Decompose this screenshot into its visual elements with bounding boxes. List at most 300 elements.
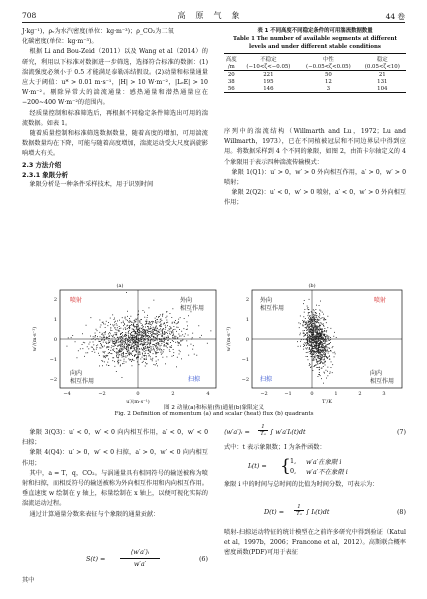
scatter-dot: [153, 346, 154, 347]
scatter-dot: [319, 310, 320, 311]
scatter-dot: [136, 328, 137, 329]
scatter-dot: [106, 347, 107, 348]
scatter-dot: [95, 337, 96, 338]
scatter-dot: [129, 345, 130, 346]
scatter-dot: [315, 322, 316, 323]
scatter-dot: [159, 345, 160, 346]
scatter-dot: [103, 335, 104, 336]
scatter-dot: [142, 343, 143, 344]
scatter-dot: [157, 340, 158, 341]
scatter-dot: [153, 344, 154, 345]
scatter-dot: [129, 338, 130, 339]
scatter-dot: [140, 344, 141, 345]
scatter-dot: [163, 328, 164, 329]
scatter-dot: [164, 337, 165, 338]
scatter-dot: [309, 365, 310, 366]
scatter-dot: [151, 324, 152, 325]
scatter-dot: [324, 328, 325, 329]
scatter-dot: [171, 331, 172, 332]
scatter-dot: [162, 357, 163, 358]
eq6-lhs: S(t) =: [86, 555, 106, 563]
scatter-dot: [307, 324, 308, 325]
scatter-dot: [135, 322, 136, 323]
scatter-dot: [129, 359, 130, 360]
scatter-dot: [127, 344, 128, 345]
scatter-dot: [147, 315, 148, 316]
table-block: [224, 27, 406, 93]
scatter-dot: [148, 329, 149, 330]
volume-label: 44 卷: [385, 12, 405, 21]
scatter-dot: [112, 324, 113, 325]
scatter-dot: [318, 341, 319, 342]
table-cell: 38: [227, 78, 235, 85]
scatter-dot: [319, 363, 320, 364]
scatter-dot: [323, 345, 324, 346]
scatter-dot: [106, 356, 107, 357]
scatter-dot: [321, 358, 322, 359]
paragraph: 象限分析是一种条件采样技术，用于识别时间: [29, 181, 154, 189]
scatter-dot: [77, 357, 78, 358]
scatter-dot: [313, 335, 314, 336]
scatter-dot: [164, 346, 165, 347]
scatter-dot: [123, 340, 124, 341]
scatter-dot: [316, 336, 317, 337]
scatter-dot: [129, 344, 130, 345]
tick-label: −4: [63, 391, 71, 397]
scatter-dot: [309, 312, 310, 313]
scatter-dot: [307, 309, 308, 310]
scatter-dot: [326, 322, 327, 323]
scatter-dot: [307, 356, 308, 357]
scatter-dot: [168, 340, 169, 341]
scatter-dot: [148, 335, 149, 336]
scatter-dot: [316, 364, 317, 365]
scatter-dot: [112, 336, 113, 337]
paragraph: 根据 Li and Bou-Zeid（2011）以及 Wang et al（2014）的研究，利用以下标准对数据进一步筛选，选择符合标准的数据：(1)湍流强度必须小于 0.5 才能满足泰勒冻结假设。(2)动量和标量通量应大于阈值：u* > 0.01 m·s⁻¹，|H| > 10 W·m⁻²，|LₑE| > 10 W·m⁻²。剔除异常大的湍流通量：感热通量和潜热通量应在−200~400 W·m⁻²的范围内。: [22, 48, 208, 107]
scatter-dot: [304, 300, 305, 301]
scatter-dot: [322, 355, 323, 356]
scatter-dot: [131, 340, 132, 341]
scatter-dot: [314, 315, 315, 316]
scatter-dot: [134, 356, 135, 357]
scatter-dot: [313, 358, 314, 359]
scatter-dot: [134, 347, 135, 348]
eq7-number: (7): [396, 428, 406, 436]
scatter-dot: [124, 324, 125, 325]
figure-2: [22, 281, 406, 411]
table-subheader: (0.05<ζ<10): [364, 63, 400, 70]
scatter-dot: [300, 346, 301, 347]
scatter-dot: [100, 341, 101, 342]
scatter-dot: [146, 321, 147, 322]
scatter-dot: [305, 335, 306, 336]
scatter-dot: [320, 343, 321, 344]
scatter-dot: [328, 353, 329, 354]
scatter-dot: [309, 326, 310, 327]
scatter-dot: [149, 324, 150, 325]
scatter-dot: [134, 330, 135, 331]
scatter-dot: [104, 339, 105, 340]
scatter-dot: [129, 352, 130, 353]
scatter-dot: [315, 315, 316, 316]
table-caption-cn: 表 1 不同高度不同稳定条件的可用湍流数据数量: [257, 28, 373, 34]
scatter-dot: [136, 358, 137, 359]
panel-b-xticks: [260, 391, 385, 397]
scatter-dot: [313, 332, 314, 333]
scatter-dot: [300, 341, 301, 342]
panel-a-yticks: [50, 297, 57, 383]
scatter-dot: [134, 340, 135, 341]
scatter-dot: [160, 324, 161, 325]
scatter-dot: [144, 335, 145, 336]
scatter-dot: [132, 337, 133, 338]
scatter-dot: [150, 352, 151, 353]
scatter-dot: [167, 316, 168, 317]
scatter-dot: [178, 321, 179, 322]
scatter-dot: [310, 367, 311, 368]
tick-label: 0: [136, 391, 140, 397]
scatter-dot: [305, 348, 306, 349]
scatter-dot: [155, 365, 156, 366]
scatter-dot: [149, 351, 150, 352]
scatter-dot: [145, 335, 146, 336]
scatter-dot: [142, 334, 143, 335]
scatter-dot: [166, 317, 167, 318]
scatter-dot: [142, 345, 143, 346]
scatter-dot: [332, 347, 333, 348]
scatter-dot: [177, 341, 178, 342]
scatter-dot: [158, 317, 159, 318]
scatter-dot: [114, 319, 115, 320]
scatter-dot: [142, 362, 143, 363]
eq7-rhs: ∫ w′a′Iᵢ(t)dt: [270, 428, 306, 436]
scatter-dot: [120, 360, 121, 361]
scatter-dot: [172, 337, 173, 338]
scatter-dot: [303, 344, 304, 345]
scatter-dot: [169, 351, 170, 352]
scatter-dot: [313, 319, 314, 320]
eq8-case2-condition: w′a′不在象限 i: [306, 468, 348, 476]
scatter-dot: [130, 333, 131, 334]
scatter-dot: [311, 330, 312, 331]
scatter-dot: [327, 347, 328, 348]
scatter-dot: [109, 332, 110, 333]
scatter-dot: [123, 321, 124, 322]
scatter-dot: [325, 353, 326, 354]
scatter-dot: [322, 352, 323, 353]
scatter-dot: [157, 347, 158, 348]
scatter-dot: [309, 340, 310, 341]
scatter-dot: [319, 360, 320, 361]
scatter-dot: [315, 309, 316, 310]
scatter-dot: [319, 337, 320, 338]
scatter-dot: [157, 365, 158, 366]
scatter-dot: [316, 321, 317, 322]
scatter-dot: [311, 319, 312, 320]
scatter-dot: [313, 327, 314, 328]
scatter-dot: [317, 355, 318, 356]
eq9-fraction-num: 1: [294, 504, 304, 511]
scatter-dot: [110, 330, 111, 331]
scatter-dot: [118, 360, 119, 361]
scatter-dot: [150, 346, 151, 347]
scatter-dot: [158, 332, 159, 333]
scatter-dot: [105, 357, 106, 358]
scatter-dot: [135, 337, 136, 338]
scatter-dot: [128, 341, 129, 342]
scatter-dot: [157, 344, 158, 345]
scatter-dot: [154, 340, 155, 341]
scatter-dot: [317, 352, 318, 353]
scatter-dot: [122, 353, 123, 354]
scatter-dot: [122, 317, 123, 318]
scatter-dot: [156, 345, 157, 346]
scatter-dot: [327, 349, 328, 350]
scatter-dot: [182, 339, 183, 340]
scatter-dot: [150, 343, 151, 344]
scatter-dot: [170, 331, 171, 332]
scatter-dot: [114, 318, 115, 319]
scatter-dot: [118, 354, 119, 355]
scatter-dot: [161, 324, 162, 325]
scatter-dot: [145, 350, 146, 351]
scatter-dot: [150, 331, 151, 332]
scatter-dot: [310, 323, 311, 324]
scatter-dot: [156, 334, 157, 335]
scatter-dot: [315, 328, 316, 329]
eq7-fraction-den: Tₐ: [260, 431, 266, 437]
scatter-dot: [130, 335, 131, 336]
scatter-dot: [319, 320, 320, 321]
scatter-dot: [121, 342, 122, 343]
scatter-dot: [313, 344, 314, 345]
scatter-dot: [111, 353, 112, 354]
scatter-dot: [155, 337, 156, 338]
scatter-dot: [153, 300, 154, 301]
scatter-dot: [140, 334, 141, 335]
scatter-dot: [310, 350, 311, 351]
scatter-dot: [119, 331, 120, 332]
scatter-dot: [127, 328, 128, 329]
equation-9: [224, 503, 406, 525]
scatter-dot: [125, 348, 126, 349]
scatter-dot: [176, 331, 177, 332]
scatter-dot: [154, 328, 155, 329]
scatter-dot: [313, 325, 314, 326]
scatter-dot: [153, 327, 154, 328]
scatter-dot: [155, 328, 156, 329]
scatter-dot: [112, 360, 113, 361]
scatter-dot: [101, 325, 102, 326]
scatter-dot: [159, 329, 160, 330]
scatter-dot: [164, 340, 165, 341]
scatter-dot: [311, 354, 312, 355]
scatter-dot: [165, 325, 166, 326]
scatter-dot: [110, 324, 111, 325]
scatter-dot: [322, 317, 323, 318]
scatter-dot: [318, 357, 319, 358]
scatter-dot: [132, 359, 133, 360]
scatter-dot: [170, 342, 171, 343]
scatter-dot: [317, 363, 318, 364]
scatter-dot: [171, 345, 172, 346]
scatter-dot: [173, 352, 174, 353]
scatter-dot: [324, 352, 325, 353]
scatter-dot: [300, 333, 301, 334]
scatter-dot: [124, 346, 125, 347]
paragraph: 象限 i 中的时间与总时间的比值为时间分数，可表示为：: [224, 481, 379, 488]
scatter-dot: [142, 330, 143, 331]
scatter-dot: [187, 329, 188, 330]
scatter-dot: [179, 350, 180, 351]
scatter-dot: [308, 312, 309, 313]
scatter-dot: [141, 334, 142, 335]
scatter-dot: [117, 327, 118, 328]
text-line: J·kg⁻¹)，ρᵥ为水汽密度(单位：kg·m⁻³)；ρ_CO₂为二氧: [22, 28, 174, 35]
panel-a-xlabel: u′/(m·s⁻¹): [126, 399, 150, 405]
scatter-dot: [142, 328, 143, 329]
scatter-dot: [121, 336, 122, 337]
scatter-dot: [155, 320, 156, 321]
scatter-dot: [150, 341, 151, 342]
tick-label: −2: [260, 391, 268, 397]
scatter-dot: [116, 334, 117, 335]
scatter-dot: [147, 350, 148, 351]
scatter-dot: [141, 341, 142, 342]
scatter-dot: [134, 349, 135, 350]
scatter-dot: [318, 358, 319, 359]
scatter-dot: [83, 342, 84, 343]
scatter-dot: [155, 322, 156, 323]
scatter-dot: [304, 342, 305, 343]
scatter-dot: [327, 336, 328, 337]
scatter-dot: [317, 345, 318, 346]
scatter-dot: [151, 350, 152, 351]
scatter-dot: [148, 333, 149, 334]
table-caption-en: Table 1 The number of available segments at different: [233, 36, 397, 42]
scatter-dot: [125, 356, 126, 357]
scatter-dot: [316, 351, 317, 352]
scatter-dot: [110, 353, 111, 354]
scatter-dot: [334, 332, 335, 333]
scatter-dot: [321, 335, 322, 336]
subsection-heading: 2.3.1 象限分析: [22, 170, 68, 179]
scatter-dot: [123, 341, 124, 342]
scatter-dot: [310, 353, 311, 354]
scatter-dot: [110, 340, 111, 341]
scatter-dot: [322, 328, 323, 329]
scatter-dot: [173, 341, 174, 342]
scatter-dot: [313, 329, 314, 330]
scatter-dot: [150, 351, 151, 352]
scatter-dot: [162, 341, 163, 342]
scatter-dot: [309, 316, 310, 317]
scatter-dot: [298, 322, 299, 323]
table-cell: 131: [377, 78, 388, 85]
scatter-dot: [157, 350, 158, 351]
scatter-dot: [123, 343, 124, 344]
scatter-dot: [321, 337, 322, 338]
scatter-dot: [147, 348, 148, 349]
scatter-dot: [324, 362, 325, 363]
scatter-dot: [309, 335, 310, 336]
scatter-dot: [306, 323, 307, 324]
scatter-dot: [128, 347, 129, 348]
scatter-dot: [122, 357, 123, 358]
scatter-dot: [321, 357, 322, 358]
scatter-dot: [150, 359, 151, 360]
eq8-brace: {: [280, 456, 291, 476]
scatter-dot: [170, 346, 171, 347]
scatter-dot: [158, 334, 159, 335]
scatter-dot: [145, 340, 146, 341]
scatter-dot: [157, 347, 158, 348]
scatter-dot: [156, 330, 157, 331]
scatter-dot: [126, 319, 127, 320]
scatter-dot: [162, 331, 163, 332]
scatter-dot: [140, 359, 141, 360]
scatter-dot: [140, 339, 141, 340]
scatter-dot: [164, 342, 165, 343]
scatter-dot: [107, 346, 108, 347]
quadrant-label: 向内: [370, 370, 383, 377]
scatter-dot: [145, 334, 146, 335]
scatter-dot: [309, 345, 310, 346]
scatter-dot: [68, 337, 69, 338]
scatter-dot: [330, 342, 331, 343]
scatter-dot: [183, 328, 184, 329]
scatter-dot: [105, 334, 106, 335]
scatter-dot: [152, 329, 153, 330]
scatter-dot: [121, 322, 122, 323]
scatter-dot: [121, 340, 122, 341]
scatter-dot: [325, 356, 326, 357]
scatter-dot: [303, 336, 304, 337]
scatter-dot: [320, 349, 321, 350]
scatter-dot: [175, 329, 176, 330]
scatter-dot: [142, 349, 143, 350]
scatter-dot: [150, 340, 151, 341]
scatter-dot: [179, 354, 180, 355]
scatter-dot: [316, 313, 317, 314]
scatter-dot: [138, 329, 139, 330]
scatter-dot: [162, 333, 163, 334]
scatter-dot: [164, 332, 165, 333]
scatter-dot: [320, 329, 321, 330]
scatter-dot: [122, 350, 123, 351]
scatter-dot: [104, 356, 105, 357]
scatter-dot: [173, 329, 174, 330]
scatter-dot: [151, 328, 152, 329]
scatter-dot: [322, 312, 323, 313]
scatter-dot: [128, 340, 129, 341]
scatter-dot: [144, 356, 145, 357]
scatter-dot: [314, 352, 315, 353]
scatter-dot: [114, 344, 115, 345]
scatter-dot: [316, 349, 317, 350]
scatter-dot: [304, 309, 305, 310]
scatter-dot: [143, 310, 144, 311]
scatter-dot: [326, 345, 327, 346]
scatter-dot: [315, 341, 316, 342]
scatter-dot: [129, 353, 130, 354]
scatter-dot: [93, 344, 94, 345]
scatter-dot: [142, 353, 143, 354]
scatter-dot: [329, 343, 330, 344]
scatter-dot: [120, 338, 121, 339]
scatter-dot: [315, 343, 316, 344]
scatter-dot: [193, 345, 194, 346]
